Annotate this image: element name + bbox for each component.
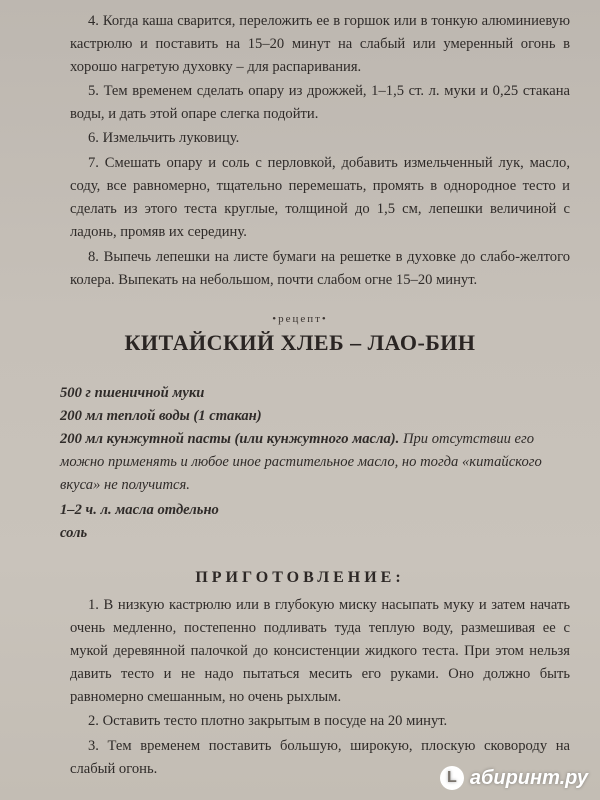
step-8-top: 8. Выпечь лепешки на листе бумаги на решетке в духовке до слабо-желтого колера. Выпекать на небольшом, почти слабом огне 15–20 минут. [70,249,570,288]
watermark [440,766,588,790]
watermark-text: абиринт.ру [469,766,588,789]
ingredient-oil: 1–2 ч. л. масла отдельно [60,502,219,518]
preparation-heading: ПРИГОТОВЛЕНИЕ: [195,569,405,586]
ingredient-flour: 500 г пшеничной муки [60,385,205,401]
recipe-title: КИТАЙСКИЙ ХЛЕБ – ЛАО-БИН [124,330,476,355]
labirint-logo-icon: L [440,766,464,790]
recipe-label: •рецепт• [272,313,328,325]
ingredient-salt: соль [60,525,88,541]
step-7-top: 7. Смешать опару и соль с перловкой, добавить измельченный лук, масло, соду, все равномерно, тщательно перемешать, промять в однородное тесто и сделать из этого теста круглые, толщиной до 1,5 см, лепешки величиной с ладонь, промяв их середину. [70,155,570,240]
step-6-top: 6. Измельчить луковицу. [88,130,240,146]
ingredient-sesame-note: При отсутствии его можно применять и любое иное растительное масло, но тогда «китайского вкуса» не получится. [60,431,542,493]
step-5-top: 5. Тем временем сделать опару из дрожжей, 1–1,5 ст. л. муки и 0,25 стакана воды, и дать этой опаре слегка подойти. [70,83,570,122]
prep-step-1: 1. В низкую кастрюлю или в глубокую миску насыпать муку и затем начать очень медленно, постепенно подливать туда теплую воду, размешивая ее с мукой деревянной палочкой до консистенции жидкого теста. При этом нельзя давить тесто и не надо пытаться месить его руками. Оно должно быть равномерно смешанным, но очень рыхлым. [70,597,570,705]
prep-step-2: 2. Оставить тесто плотно закрытым в посуде на 20 минут. [88,713,448,729]
ingredient-sesame: 200 мл кунжутной пасты (или кунжутного масла). При отсутствии его можно применять и любое иное растительное масло, но тогда «китайского вкуса» не получится. [60,431,542,493]
step-4-top: 4. Когда каша сварится, переложить ее в горшок или в тонкую алюминиевую кастрюлю и поставить на 15–20 минут на слабый или умеренный огонь в хорошо нагретую духовку – для распаривания. [70,13,570,75]
prep-step-3: 3. Тем временем поставить большую, широкую, плоскую сковороду на слабый огонь. [70,738,570,777]
ingredient-water: 200 мл теплой воды (1 стакан) [60,408,262,424]
